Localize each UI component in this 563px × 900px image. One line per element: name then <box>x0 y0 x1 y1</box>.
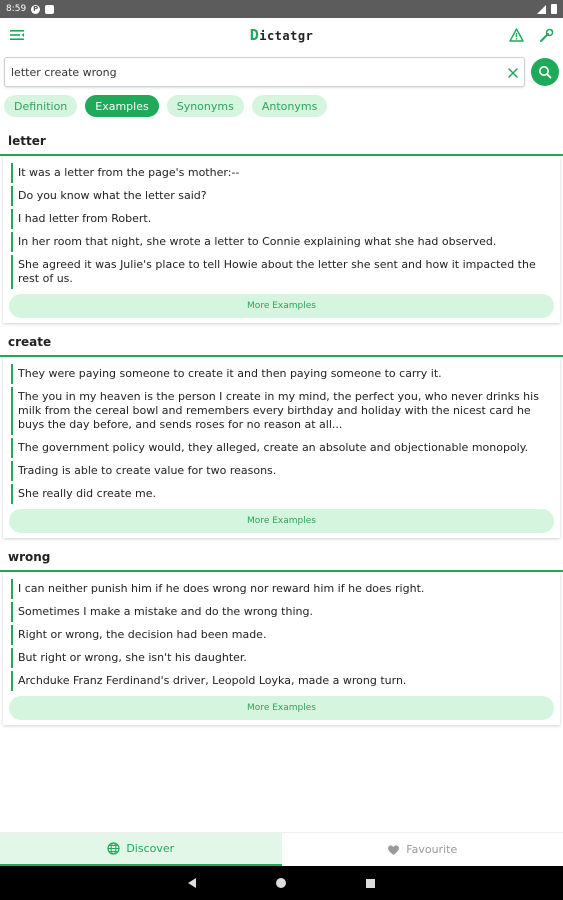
word-heading: wrong <box>0 544 563 572</box>
example-item: I had letter from Robert. <box>11 209 554 229</box>
example-item: In her room that night, she wrote a letter to Connie explaining what she had observed. <box>11 232 554 252</box>
example-item: She agreed it was Julie's place to tell Howie about the letter she sent and how it impacted the rest of us. <box>11 255 554 289</box>
word-section-create <box>0 329 563 538</box>
search-row <box>0 54 563 90</box>
warning-icon[interactable] <box>507 26 525 44</box>
heart-icon <box>387 844 400 856</box>
nav-discover-label: Discover <box>126 842 175 855</box>
example-item: The you in my heaven is the person I create in my mind, the perfect you, who never drinks his milk from the cereal bowl and remembers every birthday and holiday with the nicest card he buys the day before, and sends roses for no reason at all... <box>11 387 554 435</box>
menu-icon[interactable] <box>8 26 26 44</box>
example-item: Do you know what the letter said? <box>11 186 554 206</box>
app-title <box>250 26 314 44</box>
word-heading: create <box>0 329 563 357</box>
nav-favourite[interactable] <box>282 833 563 866</box>
recents-icon[interactable] <box>366 879 375 888</box>
examples-card <box>3 357 560 538</box>
status-time: 8:59 <box>6 4 27 14</box>
example-item: But right or wrong, she isn't his daughter. <box>11 648 554 668</box>
nav-favourite-label: Favourite <box>406 843 458 856</box>
tab-bar <box>4 95 327 117</box>
example-item: Trading is able to create value for two reasons. <box>11 461 554 481</box>
signal-icon <box>537 5 546 14</box>
back-icon[interactable] <box>188 878 196 888</box>
search-box <box>4 57 525 87</box>
tab-synonyms[interactable]: Synonyms <box>167 95 244 117</box>
example-item: Archduke Franz Ferdinand's driver, Leopold Loyka, made a wrong turn. <box>11 671 554 691</box>
tab-examples[interactable]: Examples <box>85 95 158 117</box>
app-bar <box>0 18 563 52</box>
word-section-wrong <box>0 544 563 725</box>
example-item: She really did create me. <box>11 484 554 504</box>
search-icon <box>538 65 552 79</box>
example-item: It was a letter from the page's mother:-- <box>11 163 554 183</box>
more-examples-button[interactable]: More Examples <box>9 509 554 533</box>
tab-antonyms[interactable]: Antonyms <box>252 95 327 117</box>
app-title-rest: ictatgr <box>259 29 314 43</box>
examples-card <box>3 156 560 323</box>
example-item: I can neither punish him if he does wrong nor reward him if he does right. <box>11 579 554 599</box>
examples-list <box>0 128 563 725</box>
example-item: Sometimes I make a mistake and do the wrong thing. <box>11 602 554 622</box>
battery-icon <box>551 4 557 14</box>
more-examples-button[interactable]: More Examples <box>9 294 554 318</box>
example-item: The government policy would, they alleged, create an absolute and objectionable monopoly. <box>11 438 554 458</box>
examples-card <box>3 572 560 725</box>
home-icon[interactable] <box>276 878 286 888</box>
example-item: They were paying someone to create it and then paying someone to carry it. <box>11 364 554 384</box>
app-title-initial: D <box>249 26 260 44</box>
search-input[interactable] <box>11 66 508 79</box>
bottom-nav <box>0 832 563 866</box>
notification-icon <box>45 5 54 14</box>
tools-icon[interactable] <box>537 26 555 44</box>
clear-icon[interactable] <box>508 63 518 82</box>
status-bar <box>0 0 563 18</box>
search-button[interactable] <box>531 58 559 86</box>
nav-discover[interactable] <box>0 833 282 866</box>
system-nav-bar <box>0 866 563 900</box>
globe-icon <box>107 842 120 855</box>
word-heading: letter <box>0 128 563 156</box>
more-examples-button[interactable]: More Examples <box>9 696 554 720</box>
notification-badge-icon: P <box>33 4 39 13</box>
tab-definition[interactable]: Definition <box>4 95 77 117</box>
example-item: Right or wrong, the decision had been made. <box>11 625 554 645</box>
word-section-letter <box>0 128 563 323</box>
